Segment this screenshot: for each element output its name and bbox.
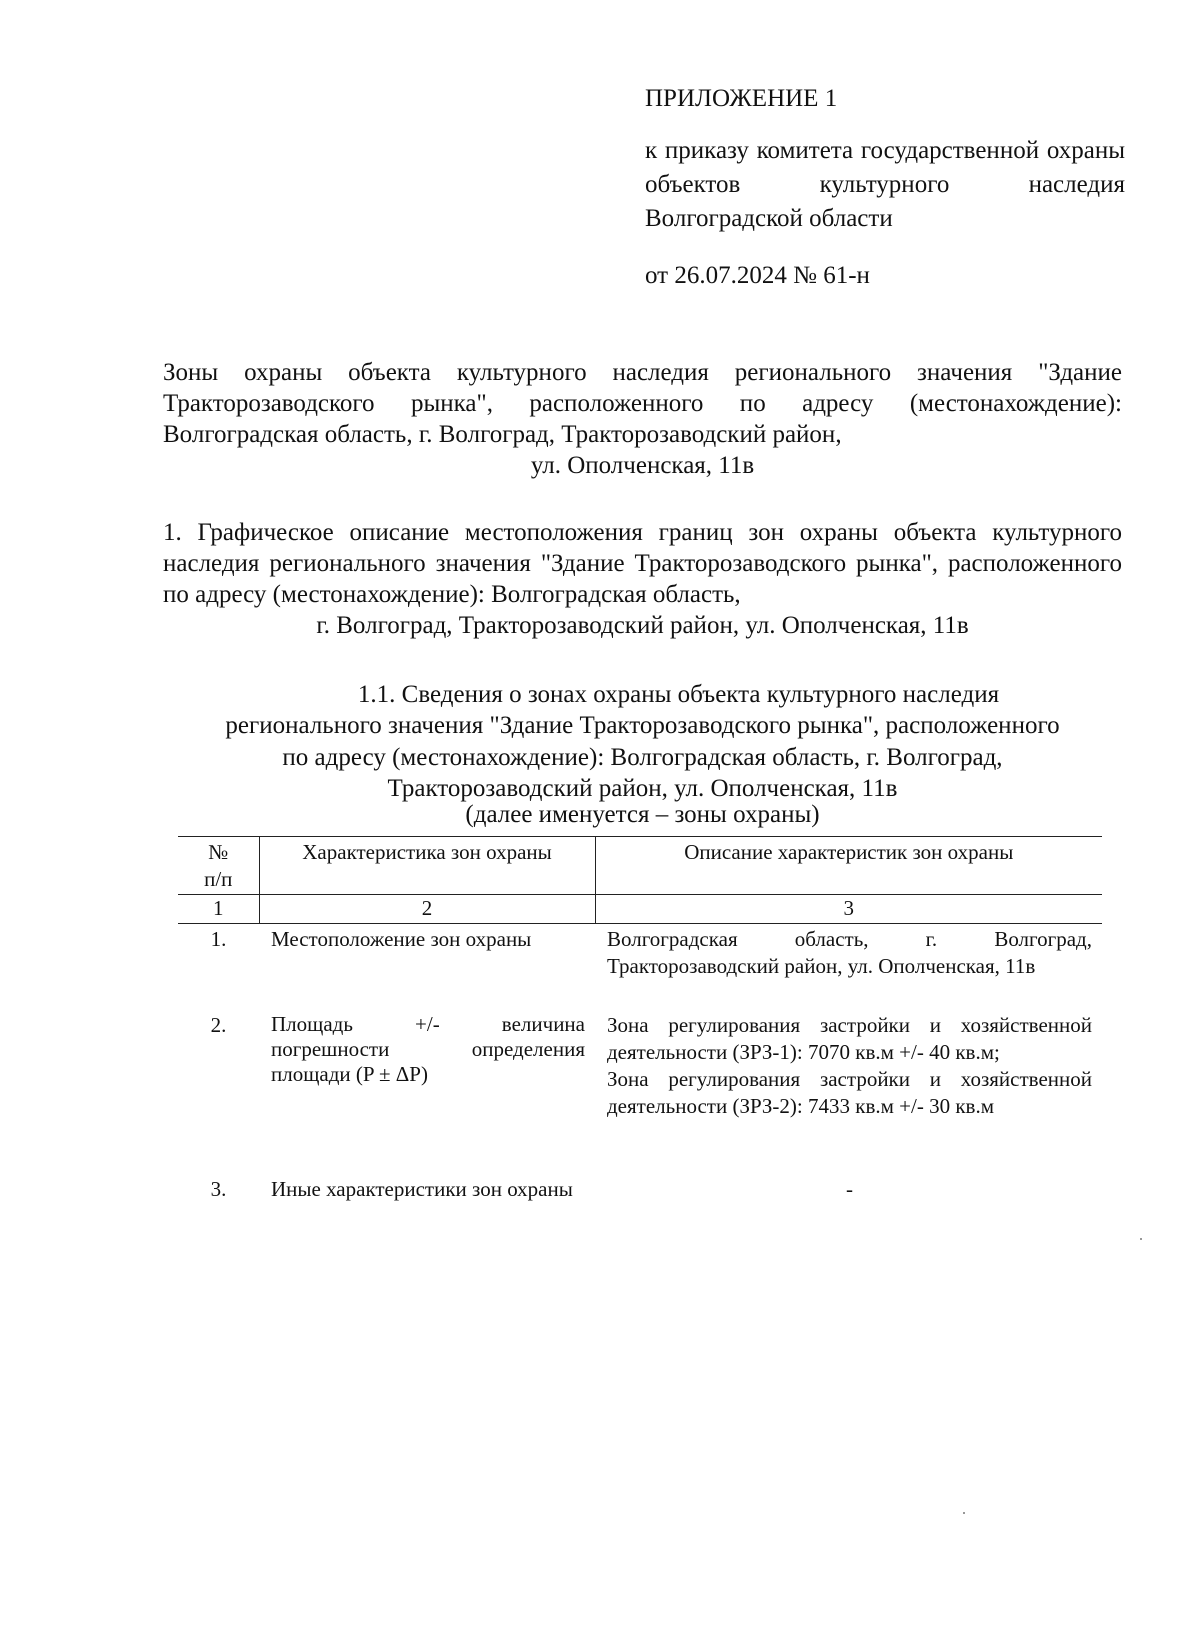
row-number: 2. [210, 1013, 227, 1037]
row-description-line: Зона регулирования застройки и хозяйственной деятельности (ЗРЗ-1): 7070 кв.м +/- 40 кв.м; [607, 1013, 1092, 1064]
table-row [178, 1150, 1102, 1203]
appendix-reference: к приказу комитета государственной охраны объектов культурного наследия Волгоградской области [645, 137, 1125, 232]
section-1 [163, 517, 1122, 641]
row-characteristic: Иные характеристики зон охраны [271, 1177, 573, 1201]
header-characteristic: Характеристика зон охраны [259, 837, 595, 895]
appendix-title: ПРИЛОЖЕНИЕ 1 [645, 85, 838, 112]
appendix-header [645, 82, 1125, 293]
appendix-date-number: от 26.07.2024 № 61-н [645, 262, 870, 289]
section-1-1-line: по адресу (местонахождение): Волгоградская область, г. Волгоград, [282, 743, 1003, 771]
header-number: № п/п [178, 837, 259, 895]
section-1-text: 1. Графическое описание местоположения границ зон охраны объекта культурного наследия регионального значения "Здание Тракторозаводского рынка", расположенного по адресу (местонахождение): Волгоградская область, [163, 519, 1122, 608]
scan-speck [1140, 1238, 1142, 1240]
document-title-address: ул. Ополченская, 11в [530, 452, 755, 479]
column-number: 1 [178, 895, 259, 924]
column-number: 2 [259, 895, 595, 924]
zones-table [178, 836, 1102, 1203]
row-characteristic: Площадь +/- величина погрешности определения площади (P ± ΔP) [271, 1012, 585, 1086]
table-row [178, 924, 1102, 1011]
document-title [163, 357, 1122, 481]
table-header-row [178, 837, 1102, 895]
row-description: - [846, 1177, 853, 1201]
header-description: Описание характеристик зон охраны [595, 837, 1102, 895]
scan-speck [963, 1512, 965, 1514]
table-column-numbers-row [178, 895, 1102, 924]
section-1-1-line: (далее именуется – зоны охраны) [465, 801, 820, 829]
table-row [178, 1010, 1102, 1150]
row-number: 1. [210, 927, 227, 951]
section-1-1-line: 1.1. Сведения о зонах охраны объекта культурного наследия [357, 681, 1000, 708]
row-description [595, 1010, 1102, 1150]
row-number: 3. [210, 1177, 227, 1201]
row-description-line: Зона регулирования застройки и хозяйственной деятельности (ЗРЗ-2): 7433 кв.м +/- 30 кв.м [607, 1067, 1092, 1118]
row-characteristic: Местоположение зон охраны [271, 927, 532, 951]
section-1-1-line: регионального значения "Здание Тракторозаводского рынка", расположенного [225, 712, 1060, 740]
row-description: Волгоградская область, г. Волгоград, Тракторозаводский район, ул. Ополченская, 11в [607, 927, 1092, 978]
section-1-address: г. Волгоград, Тракторозаводский район, ул. Ополченская, 11в [316, 612, 969, 639]
document-title-text: Зоны охраны объекта культурного наследия регионального значения "Здание Тракторозаводского рынка", расположенного по адресу (местонахождение): Волгоградская область, г. Волгоград, Тракторозаводский район, [163, 359, 1122, 448]
section-1-1-line: Тракторозаводский район, ул. Ополченская, 11в [387, 774, 898, 802]
column-number: 3 [595, 895, 1102, 924]
section-1-1-heading [160, 679, 1125, 829]
